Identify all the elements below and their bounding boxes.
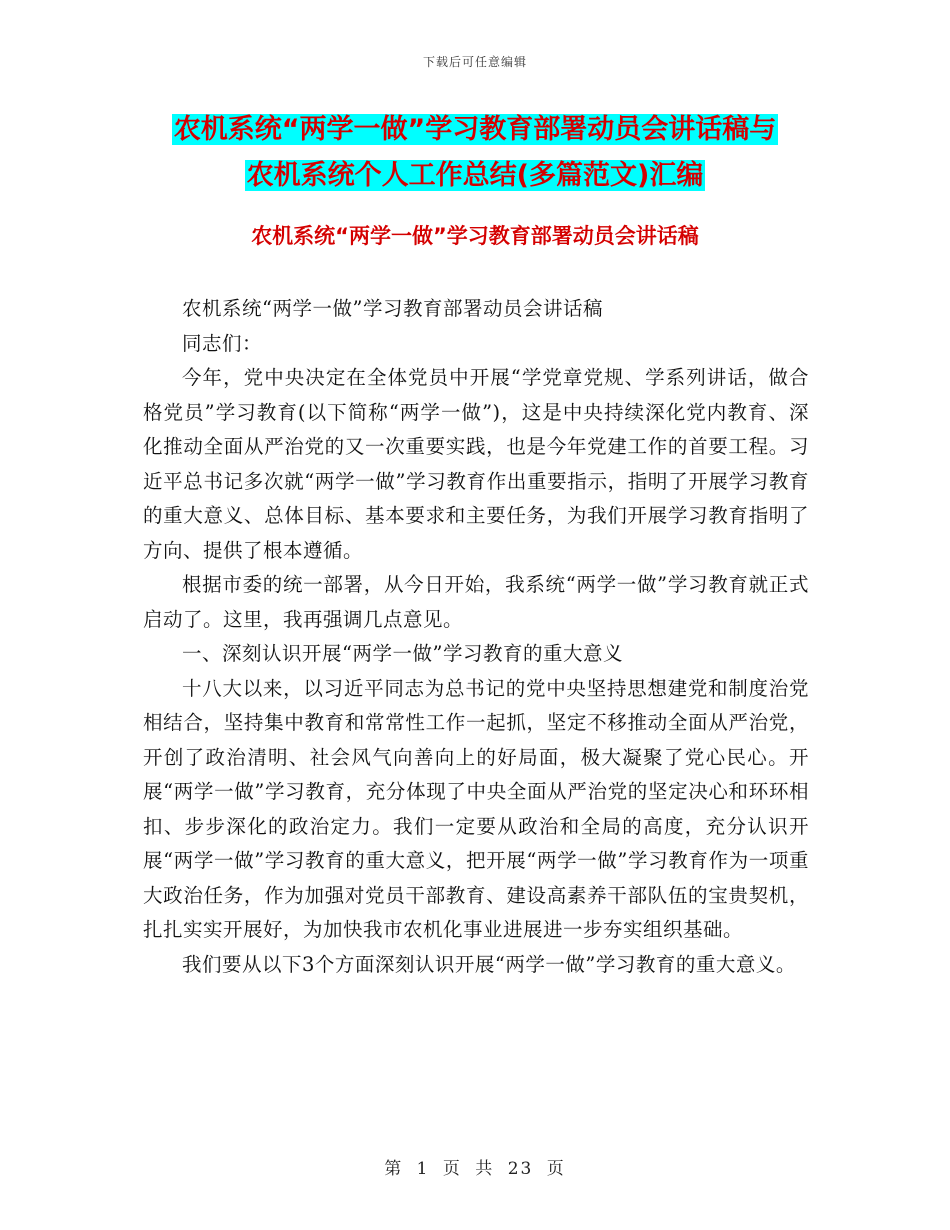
section-title: 农机系统“两学一做”学习教育部署动员会讲话稿 <box>251 224 699 248</box>
page-footer: 第 1 页 共 23 页 <box>384 1159 566 1179</box>
body-text <box>143 292 809 982</box>
header-note: 下载后可任意编辑 <box>422 55 527 69</box>
paragraph: 同志们： <box>182 331 263 355</box>
paragraph: 农机系统“两学一做”学习教育部署动员会讲话稿 <box>182 297 603 320</box>
document-title-line-1 <box>0 110 950 150</box>
paragraph: 今年，党中央决定在全体党员中开展“学党章党规、学系列讲话，做合格党员”学习教育(以下简称“两学一做”)，这是中央持续深化党内教育、深化推动全面从严治党的又一次重要实践，也是今年党建工作的首要工程。习近平总书记多次就“两学一做”学习教育作出重要指示，指明了开展学习教育的重大意义、总体目标、基本要求和主要任务，为我们开展学习教育指明了方向、提供了根本遵循。 <box>143 366 809 562</box>
paragraph: 一、深刻认识开展“两学一做”学习教育的重大意义 <box>182 642 623 665</box>
document-title-line-2 <box>0 156 950 196</box>
paragraph: 十八大以来，以习近平同志为总书记的党中央坚持思想建党和制度治党相结合，坚持集中教育和常常性工作一起抓，坚定不移推动全面从严治党，开创了政治清明、社会风气向善向上的好局面，极大凝聚了党心民心。开展“两学一做”学习教育，充分体现了中央全面从严治党的坚定决心和环环相扣、步步深化的政治定力。我们一定要从政治和全局的高度，充分认识开展“两学一做”学习教育的重大意义，把开展“两学一做”学习教育作为一项重大政治任务，作为加强对党员干部教育、建设高素养干部队伍的宝贵契机，扎扎实实开展好，为加快我市农机化事业进展进一步夯实组织基础。 <box>143 676 809 941</box>
paragraph: 我们要从以下3个方面深刻认识开展“两学一做”学习教育的重大意义。 <box>182 952 796 976</box>
document-title-line-2-text: 农机系统个人工作总结(多篇范文)汇编 <box>246 160 704 191</box>
document-title-line-1-text: 农机系统“两学一做”学习教育部署动员会讲话稿与 <box>173 114 777 145</box>
paragraph: 根据市委的统一部署，从今日开始，我系统“两学一做”学习教育就正式启动了。这里，我再强调几点意见。 <box>143 573 809 631</box>
